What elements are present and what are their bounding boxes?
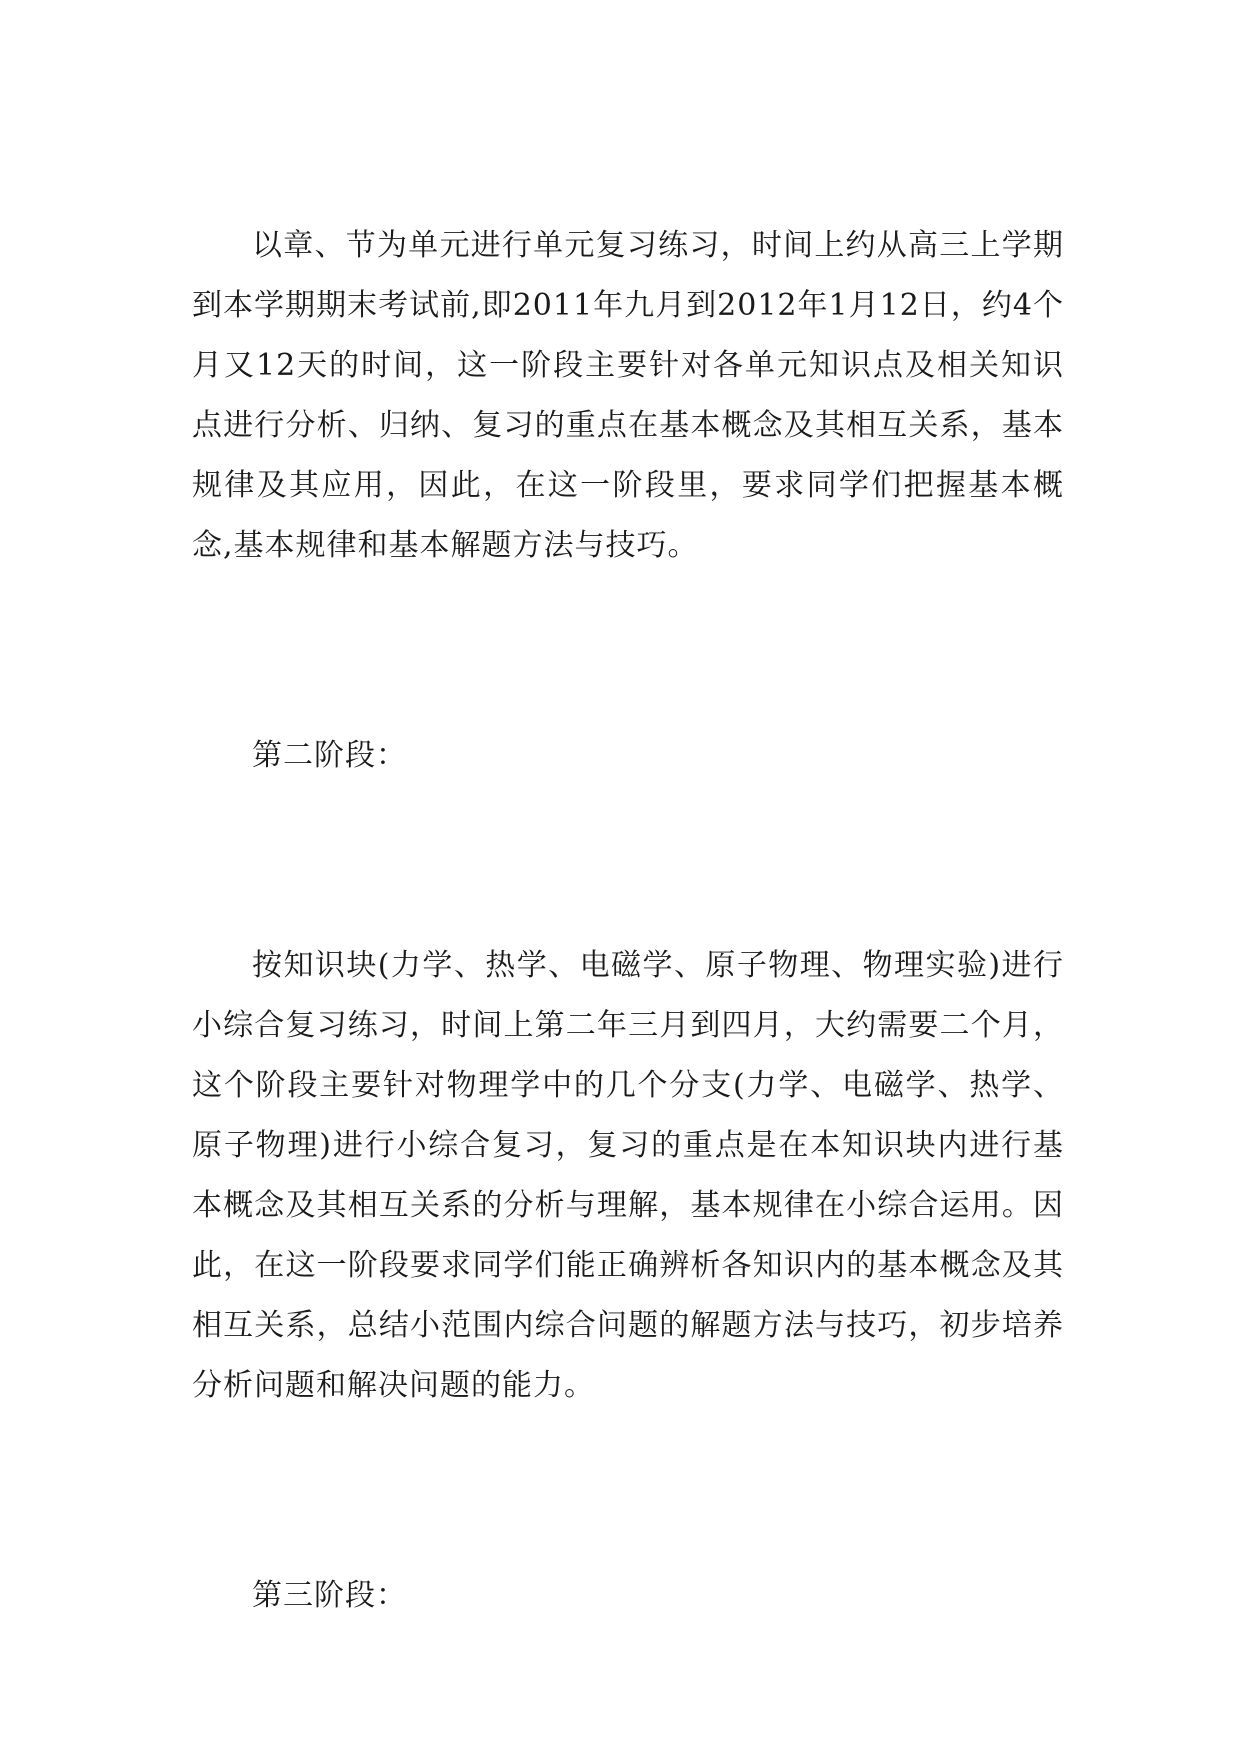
paragraph-stage-2-description: 按知识块(力学、热学、电磁学、原子物理、物理实验)进行小综合复习练习，时间上第二年三月到四月，大约需要二个月，这个阶段主要针对物理学中的几个分支(力学、电磁学、热学、原子物理)进行小综合复习，复习的重点是在本知识块内进行基本概念及其相互关系的分析与理解，基本规律在小综合运用。因此，在这一阶段要求同学们能正确辨析各知识内的基本概念及其相互关系，总结小范围内综合问题的解题方法与技巧，初步培养分析问题和解决问题的能力。 bbox=[192, 948, 1064, 1403]
heading-stage-3: 第三阶段： bbox=[252, 1578, 407, 1613]
paragraph-stage-1-description: 以章、节为单元进行单元复习练习，时间上约从高三上学期到本学期期末考试前,即2011年九月到2012年1月12日，约4个月又12天的时间，这一阶段主要针对各单元知识点及相关知识点进行分析、归纳、复习的重点在基本概念及其相互关系，基本规律及其应用，因此，在这一阶段里，要求同学们把握基本概念,基本规律和基本解题方法与技巧。 bbox=[192, 228, 1064, 563]
heading-stage-2: 第二阶段： bbox=[252, 738, 407, 773]
document-body bbox=[192, 216, 1064, 1626]
